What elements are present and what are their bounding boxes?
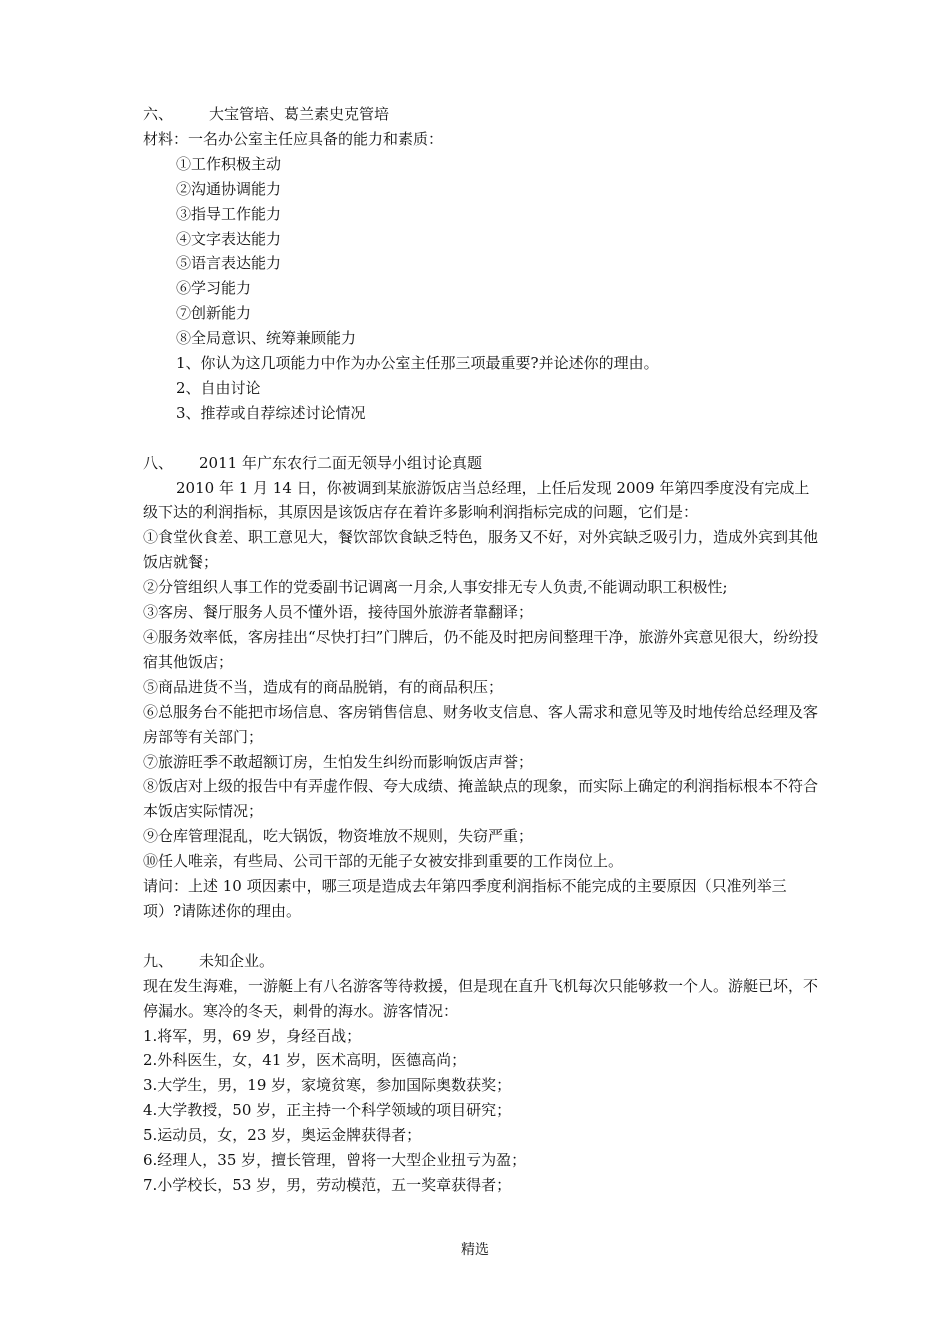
ability-item: ④文字表达能力: [176, 229, 282, 248]
page-footer: 精选: [461, 1242, 489, 1258]
factor-item: ⑨仓库管理混乱，吃大锅饭，物资堆放不规则，失窃严重；: [143, 827, 534, 846]
ability-item: ⑧全局意识、统筹兼顾能力: [176, 329, 357, 348]
section-spacer: [143, 426, 823, 451]
section-8-intro: 2010 年 1 月 14 日，你被调到某旅游饭店当总经理，上任后发现 2009 年第四季度没有完成上级下达的利润指标，其原因是该饭店存在着许多影响利润指标完成的问题，它们是：: [143, 478, 810, 522]
factor-item: ⑩任人唯亲，有些局、公司干部的无能子女被安排到重要的工作岗位上。: [143, 852, 624, 871]
section-6-title: 大宝管培、葛兰素史克管培: [209, 105, 390, 123]
factor-item: ④服务效率低，客房挂出“尽快打扫”门牌后，仍不能及时把房间整理干净，旅游外宾意见很大，纷纷投宿其他饭店；: [143, 628, 819, 671]
ability-item: ⑤语言表达能力: [176, 254, 282, 273]
document-body: [143, 102, 823, 1198]
passenger-item: 1.将军，男，69 岁，身经百战；: [143, 1026, 362, 1045]
section-9-number: 九、: [143, 951, 174, 970]
factor-item: ⑧饭店对上级的报告中有弄虚作假、夸大成绩、掩盖缺点的现象，而实际上确定的利润指标根本不符合本饭店实际情况；: [143, 777, 819, 821]
factor-item: ⑤商品进货不当，造成有的商品脱销，有的商品积压；: [143, 677, 504, 696]
factor-item: ⑥总服务台不能把市场信息、客房销售信息、财务收支信息、客人需求和意见等及时地传给总经理及客房部等有关部门；: [143, 702, 819, 746]
ability-item: ③指导工作能力: [176, 204, 282, 223]
factor-item: ⑦旅游旺季不敢超额订房，生怕发生纠纷而影响饭店声誉；: [143, 752, 534, 771]
passenger-item: 2.外科医生，女，41 岁，医术高明，医德高尚；: [143, 1051, 467, 1070]
ability-item: ⑦创新能力: [176, 304, 252, 323]
section-8-number: 八、: [143, 453, 174, 472]
passenger-item: 4.大学教授，50 岁，正主持一个科学领域的项目研究；: [143, 1101, 512, 1120]
section-6-material-intro: 材料：一名办公室主任应具备的能力和素质：: [143, 129, 444, 148]
ability-item: ②沟通协调能力: [176, 179, 282, 198]
ability-item: ①工作积极主动: [176, 154, 282, 173]
passenger-item: 7.小学校长，53 岁，男，劳动模范，五一奖章获得者；: [143, 1175, 512, 1194]
section-6-heading: [143, 102, 823, 127]
passenger-item: 5.运动员，女，23 岁，奥运金牌获得者；: [143, 1126, 422, 1145]
factor-item: ①食堂伙食差、职工意见大，餐饮部饮食缺乏特色，服务又不好，对外宾缺乏吸引力，造成外宾到其他饭店就餐；: [143, 528, 819, 572]
task-item: 1、你认为这几项能力中作为办公室主任那三项最重要?并论述你的理由。: [176, 354, 659, 373]
section-9-title: 未知企业。: [199, 951, 275, 970]
section-6-number: 六、: [143, 105, 174, 123]
passenger-item: 6.经理人，35 岁，擅长管理，曾将一大型企业扭亏为盈；: [143, 1151, 527, 1170]
section-8-title: 2011 年广东农行二面无领导小组讨论真题: [199, 453, 482, 472]
task-item: 2、自由讨论: [176, 378, 261, 397]
section-8-question: 请问：上述 10 项因素中，哪三项是造成去年第四季度利润指标不能完成的主要原因（只准列举三项）?请陈述你的理由。: [143, 877, 787, 920]
ability-item: ⑥学习能力: [176, 279, 252, 298]
section-9-intro: 现在发生海难，一游艇上有八名游客等待救援，但是现在直升飞机每次只能够救一个人。游艇已坏，不停漏水。寒冷的冬天，刺骨的海水。游客情况：: [143, 976, 819, 1020]
section-9-heading: [143, 949, 823, 974]
task-item: 3、推荐或自荐综述讨论情况: [176, 403, 366, 422]
factor-item: ③客房、餐厅服务人员不懂外语，接待国外旅游者靠翻译；: [143, 603, 534, 622]
section-spacer: [143, 924, 823, 949]
passenger-item: 3.大学生，男，19 岁，家境贫寒，参加国际奥数获奖；: [143, 1076, 512, 1095]
factor-item: ②分管组织人事工作的党委副书记调离一月余,人事安排无专人负责,不能调动职工积极性;: [143, 578, 728, 597]
section-8-heading: [143, 451, 823, 476]
